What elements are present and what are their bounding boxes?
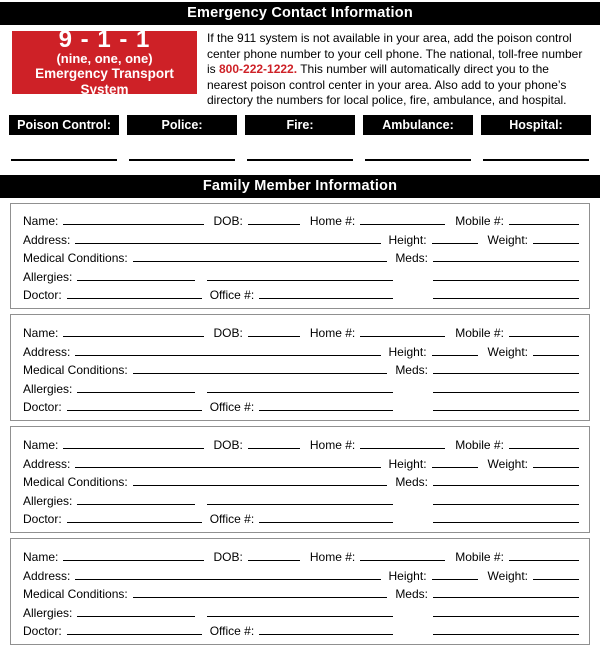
weight-label: Weight: bbox=[488, 233, 533, 247]
meds-blank-line[interactable] bbox=[433, 373, 579, 374]
office-phone-blank-line[interactable] bbox=[259, 298, 393, 299]
doctor-label: Doctor: bbox=[23, 288, 67, 302]
allergies-continued-blank-line[interactable] bbox=[207, 504, 393, 505]
meds-label: Meds: bbox=[395, 251, 433, 265]
office-phone-label: Office #: bbox=[210, 288, 259, 302]
weight-label: Weight: bbox=[488, 457, 533, 471]
mobile-phone-label: Mobile #: bbox=[455, 438, 509, 452]
medical-conditions-label: Medical Conditions: bbox=[23, 363, 133, 377]
contact-label-fire: Fire: bbox=[245, 115, 355, 135]
emergency-911-box bbox=[12, 31, 197, 94]
address-blank-line[interactable] bbox=[75, 467, 380, 468]
member-row-allergies bbox=[23, 489, 579, 508]
medical-conditions-blank-line[interactable] bbox=[133, 261, 388, 262]
allergies-continued-blank-line[interactable] bbox=[207, 616, 393, 617]
home-phone-blank-line[interactable] bbox=[360, 448, 445, 449]
allergies-blank-line[interactable] bbox=[77, 616, 195, 617]
home-phone-blank-line[interactable] bbox=[360, 336, 445, 337]
member-row-name bbox=[23, 210, 579, 229]
mobile-phone-blank-line[interactable] bbox=[509, 448, 579, 449]
meds-continued-blank-line-2[interactable] bbox=[433, 634, 579, 635]
dob-blank-line[interactable] bbox=[248, 448, 300, 449]
contact-label-poison-control: Poison Control: bbox=[9, 115, 119, 135]
address-blank-line[interactable] bbox=[75, 355, 380, 356]
office-phone-label: Office #: bbox=[210, 512, 259, 526]
allergies-label: Allergies: bbox=[23, 606, 77, 620]
name-blank-line[interactable] bbox=[63, 560, 203, 561]
member-row-medical bbox=[23, 583, 579, 602]
member-row-address bbox=[23, 228, 579, 247]
member-block bbox=[10, 314, 590, 421]
office-phone-blank-line[interactable] bbox=[259, 410, 393, 411]
meds-blank-line[interactable] bbox=[433, 485, 579, 486]
medical-conditions-label: Medical Conditions: bbox=[23, 251, 133, 265]
name-blank-line[interactable] bbox=[63, 336, 203, 337]
home-phone-blank-line[interactable] bbox=[360, 560, 445, 561]
name-label: Name: bbox=[23, 438, 63, 452]
mobile-phone-label: Mobile #: bbox=[455, 550, 509, 564]
weight-blank-line[interactable] bbox=[533, 579, 579, 580]
address-blank-line[interactable] bbox=[75, 243, 380, 244]
dob-blank-line[interactable] bbox=[248, 224, 300, 225]
height-blank-line[interactable] bbox=[432, 355, 478, 356]
contact-label-hospital: Hospital: bbox=[481, 115, 591, 135]
meds-continued-blank-line[interactable] bbox=[433, 392, 579, 393]
contact-labels-row bbox=[9, 115, 591, 135]
height-label: Height: bbox=[389, 569, 432, 583]
member-row-address bbox=[23, 564, 579, 583]
medical-conditions-blank-line[interactable] bbox=[133, 373, 388, 374]
mobile-phone-blank-line[interactable] bbox=[509, 560, 579, 561]
meds-blank-line[interactable] bbox=[433, 597, 579, 598]
member-row-address bbox=[23, 452, 579, 471]
intro-section bbox=[12, 31, 592, 109]
member-row-name bbox=[23, 433, 579, 452]
member-block bbox=[10, 426, 590, 533]
doctor-blank-line[interactable] bbox=[67, 410, 202, 411]
member-row-medical bbox=[23, 359, 579, 378]
mobile-phone-label: Mobile #: bbox=[455, 326, 509, 340]
address-label: Address: bbox=[23, 233, 75, 247]
intro-paragraph bbox=[207, 31, 592, 109]
medical-conditions-blank-line[interactable] bbox=[133, 597, 388, 598]
mobile-phone-blank-line[interactable] bbox=[509, 336, 579, 337]
dob-blank-line[interactable] bbox=[248, 336, 300, 337]
home-phone-label: Home #: bbox=[310, 326, 360, 340]
dob-label: DOB: bbox=[214, 326, 248, 340]
name-blank-line[interactable] bbox=[63, 224, 203, 225]
weight-blank-line[interactable] bbox=[533, 467, 579, 468]
height-label: Height: bbox=[389, 233, 432, 247]
dob-label: DOB: bbox=[214, 214, 248, 228]
height-label: Height: bbox=[389, 457, 432, 471]
home-phone-blank-line[interactable] bbox=[360, 224, 445, 225]
dob-blank-line[interactable] bbox=[248, 560, 300, 561]
allergies-continued-blank-line[interactable] bbox=[207, 280, 393, 281]
intro-text-before: If the 911 system is not available in your area, add the poison control center phone number to your cell phone. The national, toll-free number is bbox=[207, 31, 582, 76]
medical-conditions-blank-line[interactable] bbox=[133, 485, 388, 486]
dob-label: DOB: bbox=[214, 438, 248, 452]
home-phone-label: Home #: bbox=[310, 550, 360, 564]
fire-blank-line[interactable] bbox=[247, 159, 353, 161]
office-phone-blank-line[interactable] bbox=[259, 634, 393, 635]
allergies-label: Allergies: bbox=[23, 382, 77, 396]
medical-conditions-label: Medical Conditions: bbox=[23, 587, 133, 601]
doctor-label: Doctor: bbox=[23, 624, 67, 638]
member-row-allergies bbox=[23, 265, 579, 284]
doctor-blank-line[interactable] bbox=[67, 522, 202, 523]
name-blank-line[interactable] bbox=[63, 448, 203, 449]
doctor-blank-line[interactable] bbox=[67, 634, 202, 635]
allergies-blank-line[interactable] bbox=[77, 392, 195, 393]
ambulance-blank-line[interactable] bbox=[365, 159, 471, 161]
emergency-number: 9 - 1 - 1 bbox=[12, 27, 197, 52]
member-blocks bbox=[0, 203, 600, 645]
hospital-blank-line[interactable] bbox=[483, 159, 589, 161]
home-phone-label: Home #: bbox=[310, 214, 360, 228]
poison-control-phone-number: 800-222-1222. bbox=[219, 62, 297, 76]
meds-label: Meds: bbox=[395, 587, 433, 601]
doctor-label: Doctor: bbox=[23, 400, 67, 414]
meds-continued-blank-line-2[interactable] bbox=[433, 522, 579, 523]
office-phone-label: Office #: bbox=[210, 624, 259, 638]
member-row-doctor bbox=[23, 284, 579, 303]
member-row-name bbox=[23, 545, 579, 564]
medical-conditions-label: Medical Conditions: bbox=[23, 475, 133, 489]
emergency-system-caption: Emergency Transport System bbox=[12, 66, 197, 98]
page-title-bar: Emergency Contact Information bbox=[0, 2, 600, 25]
police-blank-line[interactable] bbox=[129, 159, 235, 161]
member-block bbox=[10, 203, 590, 310]
member-row-name bbox=[23, 321, 579, 340]
allergies-label: Allergies: bbox=[23, 494, 77, 508]
height-blank-line[interactable] bbox=[432, 467, 478, 468]
family-section-title-bar: Family Member Information bbox=[0, 175, 600, 198]
member-row-doctor bbox=[23, 508, 579, 527]
meds-continued-blank-line-2[interactable] bbox=[433, 298, 579, 299]
doctor-label: Doctor: bbox=[23, 512, 67, 526]
member-block bbox=[10, 538, 590, 645]
contact-lines-row bbox=[9, 159, 591, 161]
meds-label: Meds: bbox=[395, 363, 433, 377]
weight-blank-line[interactable] bbox=[533, 243, 579, 244]
member-row-medical bbox=[23, 247, 579, 266]
meds-continued-blank-line-2[interactable] bbox=[433, 410, 579, 411]
name-label: Name: bbox=[23, 550, 63, 564]
meds-blank-line[interactable] bbox=[433, 261, 579, 262]
intro-text-after: This number will automatically direct you to the nearest poison control center in your area. Also add to your phone’s directory the numbers for local police, fire, ambulance, and hospital. bbox=[207, 62, 567, 107]
meds-continued-blank-line[interactable] bbox=[433, 616, 579, 617]
meds-label: Meds: bbox=[395, 475, 433, 489]
allergies-blank-line[interactable] bbox=[77, 504, 195, 505]
address-label: Address: bbox=[23, 569, 75, 583]
member-row-medical bbox=[23, 471, 579, 490]
address-label: Address: bbox=[23, 345, 75, 359]
weight-label: Weight: bbox=[488, 569, 533, 583]
name-label: Name: bbox=[23, 326, 63, 340]
contact-label-ambulance: Ambulance: bbox=[363, 115, 473, 135]
height-label: Height: bbox=[389, 345, 432, 359]
contact-label-police: Police: bbox=[127, 115, 237, 135]
home-phone-label: Home #: bbox=[310, 438, 360, 452]
member-row-doctor bbox=[23, 396, 579, 415]
office-phone-blank-line[interactable] bbox=[259, 522, 393, 523]
name-label: Name: bbox=[23, 214, 63, 228]
mobile-phone-blank-line[interactable] bbox=[509, 224, 579, 225]
meds-continued-blank-line[interactable] bbox=[433, 280, 579, 281]
office-phone-label: Office #: bbox=[210, 400, 259, 414]
page bbox=[0, 2, 600, 625]
meds-continued-blank-line[interactable] bbox=[433, 504, 579, 505]
member-row-allergies bbox=[23, 377, 579, 396]
height-blank-line[interactable] bbox=[432, 579, 478, 580]
member-row-address bbox=[23, 340, 579, 359]
height-blank-line[interactable] bbox=[432, 243, 478, 244]
allergies-blank-line[interactable] bbox=[77, 280, 195, 281]
weight-blank-line[interactable] bbox=[533, 355, 579, 356]
mobile-phone-label: Mobile #: bbox=[455, 214, 509, 228]
allergies-continued-blank-line[interactable] bbox=[207, 392, 393, 393]
allergies-label: Allergies: bbox=[23, 270, 77, 284]
dob-label: DOB: bbox=[214, 550, 248, 564]
poison-control-blank-line[interactable] bbox=[11, 159, 117, 161]
weight-label: Weight: bbox=[488, 345, 533, 359]
address-blank-line[interactable] bbox=[75, 579, 380, 580]
doctor-blank-line[interactable] bbox=[67, 298, 202, 299]
address-label: Address: bbox=[23, 457, 75, 471]
emergency-number-words: (nine, one, one) bbox=[12, 52, 197, 66]
member-row-allergies bbox=[23, 601, 579, 620]
